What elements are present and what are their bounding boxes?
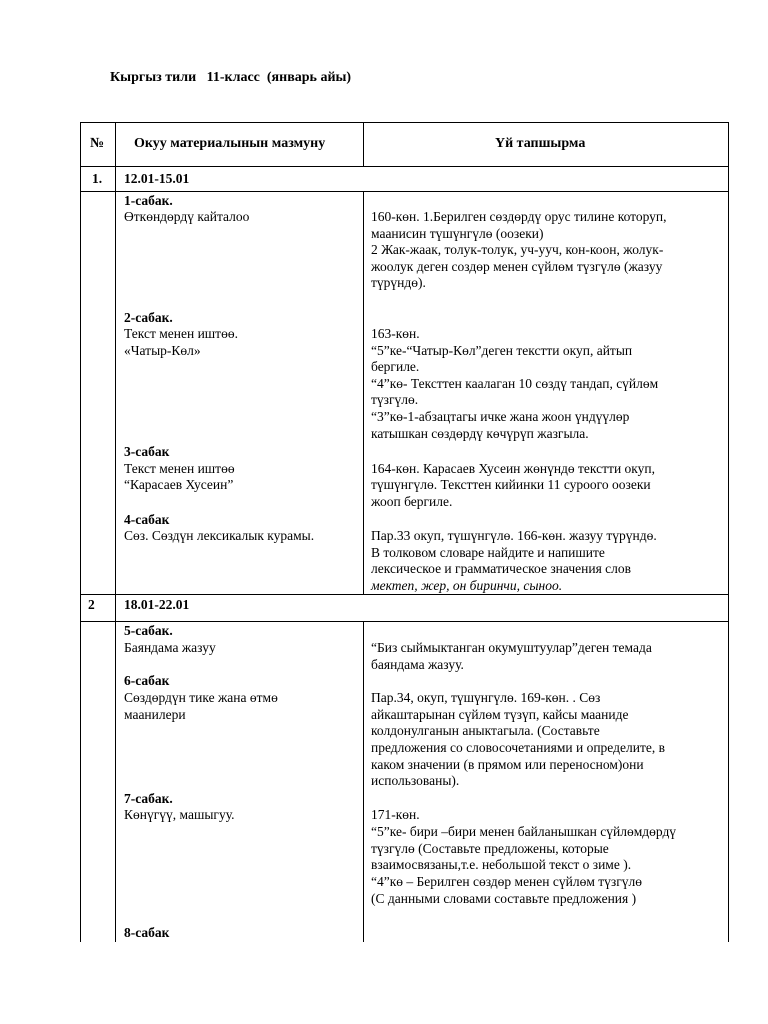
lesson-homework-line: “3”кө-1-абзацтагы ичке жана жоон үндүүлөр xyxy=(371,409,630,424)
lesson-label: 7-сабак. xyxy=(124,791,173,806)
lesson-topic: “Карасаев Хусеин” xyxy=(124,477,234,492)
lesson-label: 5-сабак. xyxy=(124,623,173,638)
table-border-left xyxy=(80,122,81,942)
lesson-topic: Текст менен иштөө. xyxy=(124,326,238,341)
lesson-topic: Баяндама жазуу xyxy=(124,640,216,655)
lesson-homework-line: В толковом словаре найдите и напишите xyxy=(371,545,605,560)
lesson-homework-line: катышкан сөздөрдү көчүрүп жазгыла. xyxy=(371,426,589,441)
lesson-label: 3-сабак xyxy=(124,444,170,459)
lesson-homework-line: (С данными словами составьте предложения ) xyxy=(371,891,637,906)
table-column-divider xyxy=(363,122,364,167)
lesson-homework-line: предложения со словосочетаниями и определите, в xyxy=(371,740,665,755)
lesson-homework-line: Пар.34, окуп, түшүнгүлө. 169-көн. . Сөз xyxy=(371,690,601,705)
lesson-topic: «Чатыр-Көл» xyxy=(124,343,201,358)
table-column-divider xyxy=(115,122,116,942)
header-number: № xyxy=(90,136,105,151)
lesson-topic: маанилери xyxy=(124,707,186,722)
lesson-homework-line: 160-көн. 1.Берилген сөздөрдү орус тилине которуп, xyxy=(371,209,667,224)
lesson-homework-line: Пар.33 окуп, түшүнгүлө. 166-көн. жазуу түрүндө. xyxy=(371,528,657,543)
section-number: 2 xyxy=(88,597,95,612)
page-title: Кыргыз тили 11-класс (январь айы) xyxy=(110,70,352,85)
lesson-homework-line: лексическое и грамматическое значения слов xyxy=(371,561,632,576)
table-border-right xyxy=(728,122,729,942)
lesson-homework-line: 171-көн. xyxy=(371,807,420,822)
lesson-homework-line: маанисин түшүнгүлө (оозеки) xyxy=(371,226,544,241)
lesson-homework-line: “5”ке-“Чатыр-Көл”деген текстти окуп, айтып xyxy=(371,343,633,358)
lesson-homework-line: бергиле. xyxy=(371,359,420,374)
lesson-label: 6-сабак xyxy=(124,673,170,688)
lesson-homework-line: түшүнгүлө. Тексттен кийинки 11 суроого оозеки xyxy=(371,477,651,492)
lesson-homework-line: түзгүлө (Составьте предложены, которые xyxy=(371,841,609,856)
lesson-homework-line: 164-көн. Карасаев Хусеин жөнүндө текстти окуп, xyxy=(371,461,656,476)
table-row-divider xyxy=(80,166,729,167)
lesson-homework-line: 2 Жак-жаак, толук-толук, уч-ууч, кон-коон, жолук- xyxy=(371,242,664,257)
lesson-homework-line: баяндама жазуу. xyxy=(371,657,464,672)
header-homework: Үй тапшырма xyxy=(495,136,586,151)
lesson-homework-line: взаимосвязаны,т.е. небольшой текст о зиме ). xyxy=(371,857,632,872)
section-number: 1. xyxy=(92,171,103,186)
table-border-top xyxy=(80,122,729,123)
lesson-label: 8-сабак xyxy=(124,925,170,940)
lesson-homework-line: “4”кө – Берилген сөздөр менен сүйлөм түзгүлө xyxy=(371,874,643,889)
lesson-label: 1-сабак. xyxy=(124,193,173,208)
lesson-homework-line: 163-көн. xyxy=(371,326,420,341)
section-dates: 18.01-22.01 xyxy=(124,597,190,612)
lesson-homework-line: жоолук деген создөр менен сүйлөм түзгүлө (жазуу xyxy=(371,259,663,274)
lesson-topic: Өткөндөрдү кайталоо xyxy=(124,209,250,224)
lesson-homework-line: использованы). xyxy=(371,773,460,788)
lesson-label: 4-сабак xyxy=(124,512,170,527)
lesson-homework-line: түзгүлө. xyxy=(371,392,419,407)
table-column-divider xyxy=(363,621,364,942)
table-row-divider xyxy=(80,191,729,192)
lesson-topic: Көнүгүү, машыгуу. xyxy=(124,807,235,822)
section-dates: 12.01-15.01 xyxy=(124,171,190,186)
lesson-homework-line: каком значении (в прямом или переносном)они xyxy=(371,757,644,772)
lesson-homework-line: “5”ке- бири –бири менен байланышкан сүйлөмдөрдү xyxy=(371,824,677,839)
lesson-homework-line: колдонулганын аныктагыла. (Составьте xyxy=(371,723,600,738)
lesson-label: 2-сабак. xyxy=(124,310,173,325)
lesson-topic: Текст менен иштөө xyxy=(124,461,235,476)
lesson-homework-line: айкаштарынан сүйлөм түзүп, кайсы мааниде xyxy=(371,707,629,722)
lesson-homework-line: жооп бергиле. xyxy=(371,494,453,509)
lesson-topic: Сөз. Сөздүн лексикалык курамы. xyxy=(124,528,315,543)
table-row-divider xyxy=(80,621,729,622)
lesson-homework-line: “4”кө- Тексттен каалаган 10 сөздү тандап, сүйлөм xyxy=(371,376,659,391)
lesson-homework-line: түрүндө). xyxy=(371,275,426,290)
lesson-homework-words: мектеп, жер, он биринчи, сыноо. xyxy=(371,578,563,593)
table-column-divider xyxy=(363,191,364,595)
header-content: Окуу материалынын мазмуну xyxy=(134,136,326,151)
lesson-topic: Сөздөрдүн тике жана өтмө xyxy=(124,690,278,705)
lesson-homework-line: “Биз сыймыктанган окумуштуулар”деген темада xyxy=(371,640,652,655)
